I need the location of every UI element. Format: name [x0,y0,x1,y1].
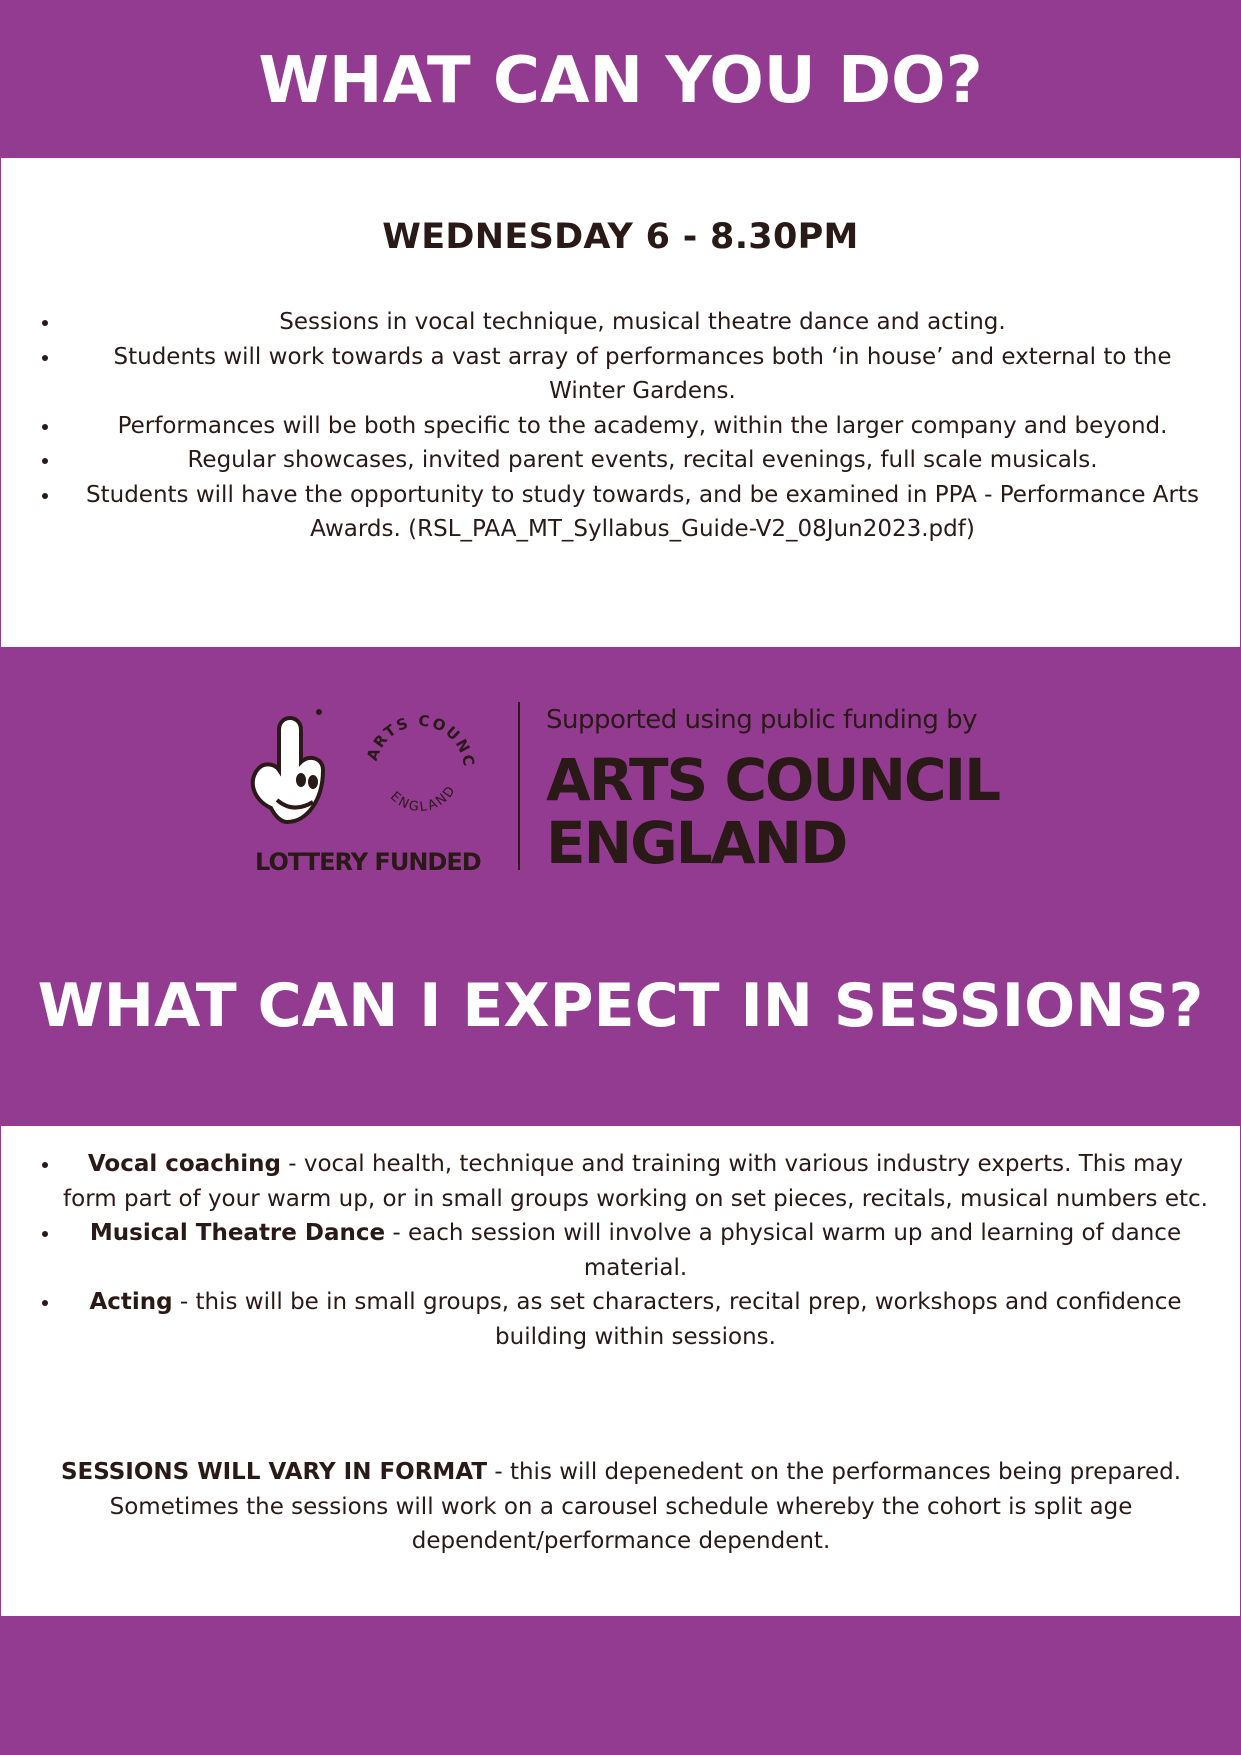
list-item: • Regular showcases, invited parent events, recital evenings, full scale musicals. [61,443,1224,478]
list-item: • Sessions in vocal technique, musical theatre dance and acting. [61,305,1224,340]
activities-list [1,305,1240,547]
list-item: • Performances will be both specific to the academy, within the larger company and beyond. [61,409,1224,444]
dance-text: - each session will involve a physical warm up and learning of dance material. [385,1220,1182,1281]
lottery-funded-label: LOTTERY FUNDED [255,848,481,876]
format-note-term: SESSIONS WILL VARY IN FORMAT [60,1459,488,1485]
funding-logo [243,700,1013,880]
format-note-text: - this will depenedent on the performances being prepared. Sometimes the sessions will work on a carousel schedule whereby the cohort is split age dependent/performance dependent. [109,1459,1182,1554]
lottery-hand-icon [253,709,323,822]
page-title: WHAT CAN YOU DO? [258,44,983,118]
svg-text:ENGLAND [387,782,460,815]
list-item [61,1285,1210,1354]
session-day-heading: WEDNESDAY 6 - 8.30PM [382,217,859,257]
list-item [61,1147,1210,1216]
vocal-coaching-text: - vocal health, technique and training with various industry experts. This may form part of your warm up, or in small groups working on set pieces, recitals, musical numbers etc. [63,1151,1208,1212]
vocal-coaching-term: Vocal coaching [87,1151,281,1177]
format-note [41,1455,1201,1559]
acting-text: - this will be in small groups, as set characters, recital prep, workshops and confidence building within sessions. [172,1289,1182,1350]
sessions-heading: WHAT CAN I EXPECT IN SESSIONS? [37,971,1204,1041]
list-item [61,1216,1210,1285]
seal-top-text: ARTS COUNC [363,711,479,770]
seal-bottom-text: ENGLAND [387,782,460,816]
list-item: • Students will have the opportunity to study towards, and be examined in PPA - Performance Arts Awards. (RSL_PAA_MT_Syllabus_Guide-V2_08Jun2023.pdf) [61,478,1224,547]
acting-term: Acting [89,1289,173,1315]
session-types-list [1,1147,1240,1354]
dance-term: Musical Theatre Dance [89,1220,386,1246]
supported-by-text: Supported using public funding by [546,705,978,735]
arts-council-wordmark-line2: ENGLAND [546,809,847,877]
sessions-panel [1,1126,1240,1616]
list-item: • Students will work towards a vast array of performances both ‘in house’ and external to the Winter Gardens. [61,340,1224,409]
arts-council-wordmark-line1: ARTS COUNCIL [546,746,1000,814]
logo-divider [518,702,520,870]
schedule-panel [1,158,1240,647]
